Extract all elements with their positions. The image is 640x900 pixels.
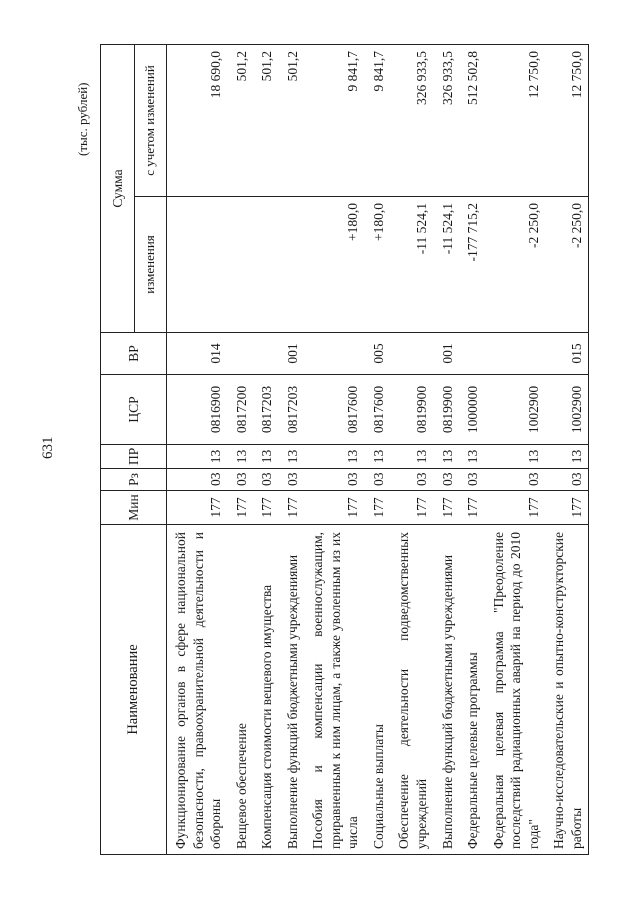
row-vr: 005: [365, 333, 391, 375]
table-row: [545, 44, 589, 854]
table-row: [459, 44, 485, 854]
row-total: 501,2: [253, 44, 279, 196]
row-total: 9 841,7: [304, 44, 365, 196]
table-row: [253, 44, 279, 854]
row-csr: 1002900: [485, 375, 546, 445]
row-name: Выполнение функций бюджетными учреждениями: [434, 525, 460, 855]
row-total: 18 690,0: [167, 44, 228, 196]
header-sum: Сумма: [101, 44, 135, 332]
row-rz: 03: [545, 469, 589, 491]
table-row: [228, 44, 254, 854]
row-csr: 0817600: [365, 375, 391, 445]
row-pr: 13: [365, 445, 391, 469]
row-vr: 015: [545, 333, 589, 375]
header-pr: ПР: [101, 445, 167, 469]
table-row: [434, 44, 460, 854]
row-rz: 03: [390, 469, 433, 491]
row-vr: [228, 333, 254, 375]
row-rz: 03: [279, 469, 305, 491]
row-pr: 13: [390, 445, 433, 469]
row-rz: 03: [253, 469, 279, 491]
row-pr: 13: [167, 445, 228, 469]
row-pr: 13: [279, 445, 305, 469]
header-change: изменения: [135, 197, 167, 333]
row-vr: 001: [434, 333, 460, 375]
row-change: -2 250,0: [485, 197, 546, 333]
row-total: 12 750,0: [485, 44, 546, 196]
row-pr: 13: [485, 445, 546, 469]
row-vr: [390, 333, 433, 375]
row-min: 177: [434, 491, 460, 525]
row-name: Социальные выплаты: [365, 525, 391, 855]
row-csr: 1002900: [545, 375, 589, 445]
row-min: 177: [253, 491, 279, 525]
row-change: [253, 197, 279, 333]
table-body: [167, 44, 589, 854]
table-row: [304, 44, 365, 854]
row-change: [279, 197, 305, 333]
row-rz: 03: [228, 469, 254, 491]
row-pr: 13: [459, 445, 485, 469]
table-row: [390, 44, 433, 854]
row-pr: 13: [304, 445, 365, 469]
row-min: 177: [279, 491, 305, 525]
row-min: 177: [228, 491, 254, 525]
row-csr: 0817200: [228, 375, 254, 445]
units-note: (тыс. рублей): [75, 82, 90, 156]
row-total: 512 502,8: [459, 44, 485, 196]
row-min: 177: [304, 491, 365, 525]
row-pr: 13: [545, 445, 589, 469]
row-pr: 13: [228, 445, 254, 469]
row-min: 177: [459, 491, 485, 525]
row-change: -11 524,1: [434, 197, 460, 333]
row-vr: [253, 333, 279, 375]
row-name: Вещевое обеспечение: [228, 525, 254, 855]
row-csr: 0817600: [304, 375, 365, 445]
table-row: [365, 44, 391, 854]
header-with-change: с учетом изменений: [135, 44, 167, 196]
row-csr: 0817203: [253, 375, 279, 445]
page-number: 631: [40, 436, 56, 459]
row-pr: 13: [253, 445, 279, 469]
row-min: 177: [545, 491, 589, 525]
row-min: 177: [485, 491, 546, 525]
row-rz: 03: [167, 469, 228, 491]
header-min: Мин: [101, 491, 167, 525]
table-row: [279, 44, 305, 854]
row-change: [228, 197, 254, 333]
row-change: [167, 197, 228, 333]
row-total: 501,2: [279, 44, 305, 196]
row-name: Научно-исследовательские и опытно-конструкторские работы: [545, 525, 589, 855]
row-vr: 014: [167, 333, 228, 375]
row-name: Федеральные целевые программы: [459, 525, 485, 855]
row-rz: 03: [304, 469, 365, 491]
header-rz: Рз: [101, 469, 167, 491]
row-min: 177: [390, 491, 433, 525]
row-csr: 0816900: [167, 375, 228, 445]
row-change: +180,0: [304, 197, 365, 333]
row-csr: 0819900: [390, 375, 433, 445]
row-name: Выполнение функций бюджетными учреждениями: [279, 525, 305, 855]
row-vr: [485, 333, 546, 375]
row-vr: 001: [279, 333, 305, 375]
row-total: 12 750,0: [545, 44, 589, 196]
row-change: -177 715,2: [459, 197, 485, 333]
row-name: Функционирование органов в сфере национальной безопасности, правоохранительной деятельности и обороны: [167, 525, 228, 855]
row-min: 177: [365, 491, 391, 525]
row-name: Обеспечение деятельности подведомственных учреждений: [390, 525, 433, 855]
row-csr: 0819900: [434, 375, 460, 445]
row-total: 326 933,5: [390, 44, 433, 196]
budget-table-rotated: [100, 45, 615, 855]
row-name: Федеральная целевая программа "Преодоление последствий радиационных аварий на период до 2010 года": [485, 525, 546, 855]
row-change: -11 524,1: [390, 197, 433, 333]
header-name: Наименование: [101, 525, 167, 855]
row-name: Компенсация стоимости вещевого имущества: [253, 525, 279, 855]
row-rz: 03: [485, 469, 546, 491]
row-change: -2 250,0: [545, 197, 589, 333]
row-rz: 03: [434, 469, 460, 491]
header-vr: ВР: [101, 333, 167, 375]
row-total: 326 933,5: [434, 44, 460, 196]
row-rz: 03: [459, 469, 485, 491]
row-total: 9 841,7: [365, 44, 391, 196]
row-min: 177: [167, 491, 228, 525]
budget-table: [100, 44, 589, 855]
header-csr: ЦСР: [101, 375, 167, 445]
row-vr: [304, 333, 365, 375]
row-total: 501,2: [228, 44, 254, 196]
row-csr: 1000000: [459, 375, 485, 445]
row-csr: 0817203: [279, 375, 305, 445]
row-vr: [459, 333, 485, 375]
table-row: [485, 44, 546, 854]
row-rz: 03: [365, 469, 391, 491]
table-row: [167, 44, 228, 854]
row-change: +180,0: [365, 197, 391, 333]
row-name: Пособия и компенсации военнослужащим, приравненным к ним лицам, а также уволенным из их числа: [304, 525, 365, 855]
row-pr: 13: [434, 445, 460, 469]
